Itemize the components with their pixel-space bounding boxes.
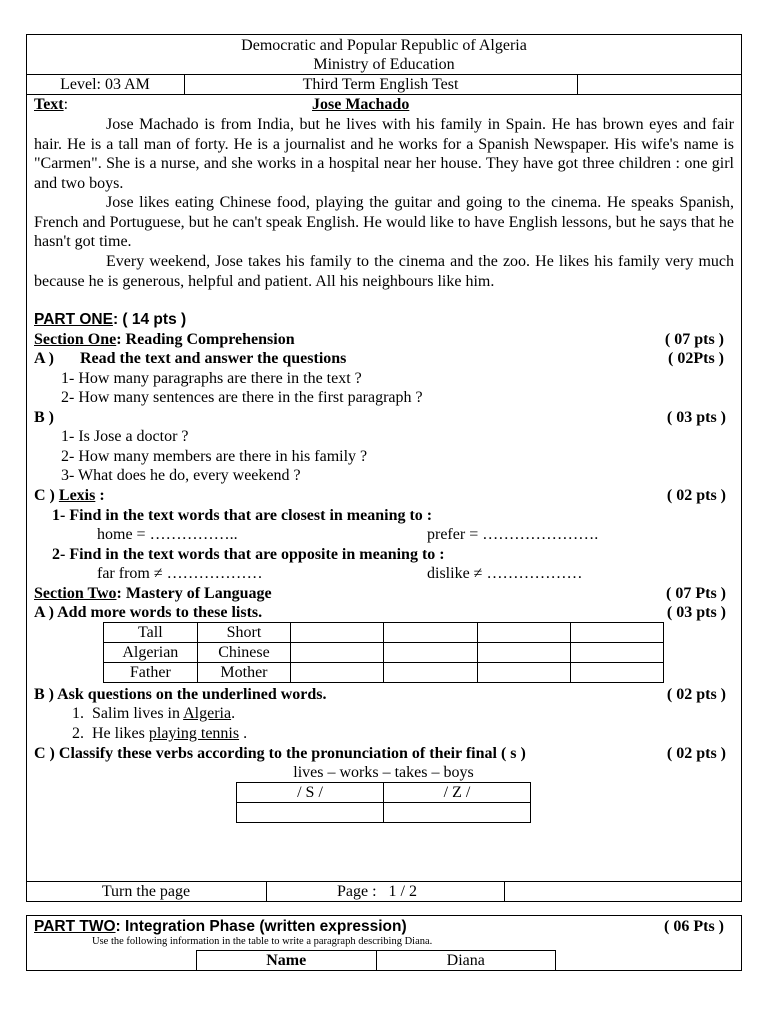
section-two-title: : Mastery of Language: [116, 585, 272, 602]
underline-question-2: [72, 724, 247, 744]
section-two-c-instruction: C ) Classify these verbs according to the pronunciation of their final ( s ): [34, 745, 526, 762]
part-one-points: : ( 14 pts ): [112, 311, 187, 328]
item-text: He likes: [92, 725, 149, 742]
paragraph-text: Jose likes eating Chinese food, playing the guitar and going to the cinema. He speaks Spanish, French and Portuguese, but he can't speak English. He would like to have English lessons, but he says that he hasn't got time.: [34, 194, 734, 250]
part-two-heading: [34, 917, 407, 937]
table-cell-blank[interactable]: [570, 643, 663, 663]
text-label-wrapper: [34, 95, 68, 115]
lexis-prefer: prefer = ………………….: [427, 526, 599, 543]
table-row: [104, 663, 664, 683]
table-cell: Chinese: [197, 643, 291, 663]
level-label: Level: 03 AM: [60, 76, 150, 93]
table-cell-blank[interactable]: [570, 663, 663, 683]
paragraph-text: Jose Machado is from India, but he lives with his family in Spain. He has brown eyes and fair hair. He is a tall man of forty. He is a journalist and he works for a Spanish Newspaper. His wife's name is "Carmen". She is a nurse, and she works in a hospital near her house. They have got three children : one girl and two boys.: [34, 116, 734, 192]
part-two-label: PART TWO: [34, 918, 116, 935]
table-cell: Short: [197, 623, 291, 643]
table-header-z: / Z /: [383, 783, 530, 803]
table-header-s: / S /: [237, 783, 384, 803]
question-c-points: ( 02 pts ): [666, 487, 726, 504]
name-label: Name: [197, 951, 377, 971]
divider: [504, 881, 505, 901]
section-one-label: Section One: [34, 331, 117, 348]
table-cell: Mother: [197, 663, 291, 683]
text-label: Text: [34, 96, 64, 113]
table-cell-blank[interactable]: [291, 663, 384, 683]
part-two-instruction: Use the following information in the table to write a paragraph describing Diana.: [92, 936, 433, 947]
test-title: Third Term English Test: [302, 76, 459, 93]
lexis-question-2: 2- Find in the text words that are opposite in meaning to :: [52, 546, 445, 563]
part-one-heading: [34, 310, 186, 330]
paragraph-text: Every weekend, Jose takes his family to the cinema and the zoo. He likes his family very much because he is generous, helpful and patient. All his neighbours like him.: [34, 253, 734, 290]
table-cell-blank[interactable]: [291, 643, 384, 663]
table-cell: Tall: [104, 623, 198, 643]
table-cell-blank[interactable]: [570, 623, 663, 643]
question-a-points: ( 02Pts ): [668, 350, 724, 367]
page-value: 1 / 2: [388, 883, 417, 900]
lexis-home: home = ……………..: [97, 526, 238, 543]
question-b-2: 2- How many members are there in his family ?: [61, 448, 368, 465]
name-value: Diana: [376, 951, 556, 971]
lexis-far-from: far from ≠ ………………: [97, 565, 263, 582]
lexis-question-1: 1- Find in the text words that are closest in meaning to :: [52, 507, 433, 524]
question-b-3: 3- What does he do, every weekend ?: [61, 467, 301, 484]
section-one-heading: [34, 330, 295, 350]
part-one-label: PART ONE: [34, 311, 113, 328]
section-two-b-points: ( 02 pts ): [666, 686, 726, 703]
item-text: .: [231, 705, 236, 722]
table-cell-blank[interactable]: [384, 623, 477, 643]
section-two-a-instruction: A ) Add more words to these lists.: [34, 604, 263, 621]
section-two-c-points: ( 02 pts ): [666, 745, 726, 762]
part-two-title: : Integration Phase (written expression): [115, 918, 407, 935]
word-lists-table: [103, 622, 664, 683]
lexis-dislike: dislike ≠ ………………: [427, 565, 583, 582]
table-cell-blank[interactable]: [477, 623, 570, 643]
table-cell-blank[interactable]: [477, 643, 570, 663]
item-text: Salim lives in: [92, 705, 184, 722]
question-a-label: A ): [34, 350, 54, 367]
ministry-heading: Ministry of Education: [313, 56, 455, 73]
question-a-2: 2- How many sentences are there in the first paragraph ?: [61, 389, 423, 406]
question-c-label: C ): [34, 487, 55, 504]
question-b-points: ( 03 pts ): [666, 409, 726, 426]
table-cell-blank[interactable]: [477, 663, 570, 683]
section-one-title: : Reading Comprehension: [116, 331, 295, 348]
underlined-word: playing tennis: [148, 725, 240, 742]
text-label-colon: :: [63, 96, 69, 113]
underlined-word: Algeria: [183, 705, 232, 722]
table-cell-blank[interactable]: [384, 643, 477, 663]
country-heading: Democratic and Popular Republic of Algeria: [241, 37, 527, 54]
table-row: [237, 803, 531, 823]
section-two-label: Section Two: [34, 585, 117, 602]
table-cell-blank[interactable]: [237, 803, 384, 823]
page-label: Page :: [337, 883, 377, 900]
pronunciation-table: [236, 782, 531, 823]
turn-page-label: Turn the page: [101, 883, 191, 900]
question-b-1: 1- Is Jose a doctor ?: [61, 428, 189, 445]
question-a-instruction: Read the text and answer the questions: [80, 350, 347, 367]
lexis-label: Lexis: [58, 487, 96, 504]
section-two-a-points: ( 03 pts ): [666, 604, 726, 621]
section-two-heading: [34, 584, 272, 604]
text-title: Jose Machado: [312, 96, 410, 113]
underline-question-1: [72, 704, 235, 724]
diana-info-table: [196, 950, 556, 971]
section-two-b-instruction: B ) Ask questions on the underlined words.: [34, 686, 327, 703]
item-text: .: [239, 725, 248, 742]
lexis-colon: :: [99, 487, 105, 504]
verbs-list: lives – works – takes – boys: [293, 764, 474, 781]
item-number: 2.: [72, 725, 84, 742]
table-row: [104, 643, 664, 663]
part-two-points: ( 06 Pts ): [664, 918, 724, 935]
table-cell-blank[interactable]: [291, 623, 384, 643]
question-a-1: 1- How many paragraphs are there in the text ?: [61, 370, 362, 387]
page-number: [337, 882, 417, 902]
table-row: [197, 951, 556, 971]
item-number: 1.: [72, 705, 84, 722]
table-row: [104, 623, 664, 643]
text-paragraph-2: [34, 193, 734, 252]
table-cell-blank[interactable]: [383, 803, 530, 823]
divider: [577, 74, 578, 94]
text-paragraph-3: [34, 252, 734, 291]
table-cell-blank[interactable]: [384, 663, 477, 683]
text-paragraph-1: [34, 115, 734, 193]
question-b-label: B ): [34, 409, 54, 426]
section-two-points: ( 07 Pts ): [666, 585, 726, 602]
table-cell: Algerian: [104, 643, 198, 663]
divider: [266, 881, 267, 901]
question-c-heading: [34, 486, 105, 506]
section-one-points: ( 07 pts ): [664, 331, 724, 348]
table-row: [237, 783, 531, 803]
table-cell: Father: [104, 663, 198, 683]
